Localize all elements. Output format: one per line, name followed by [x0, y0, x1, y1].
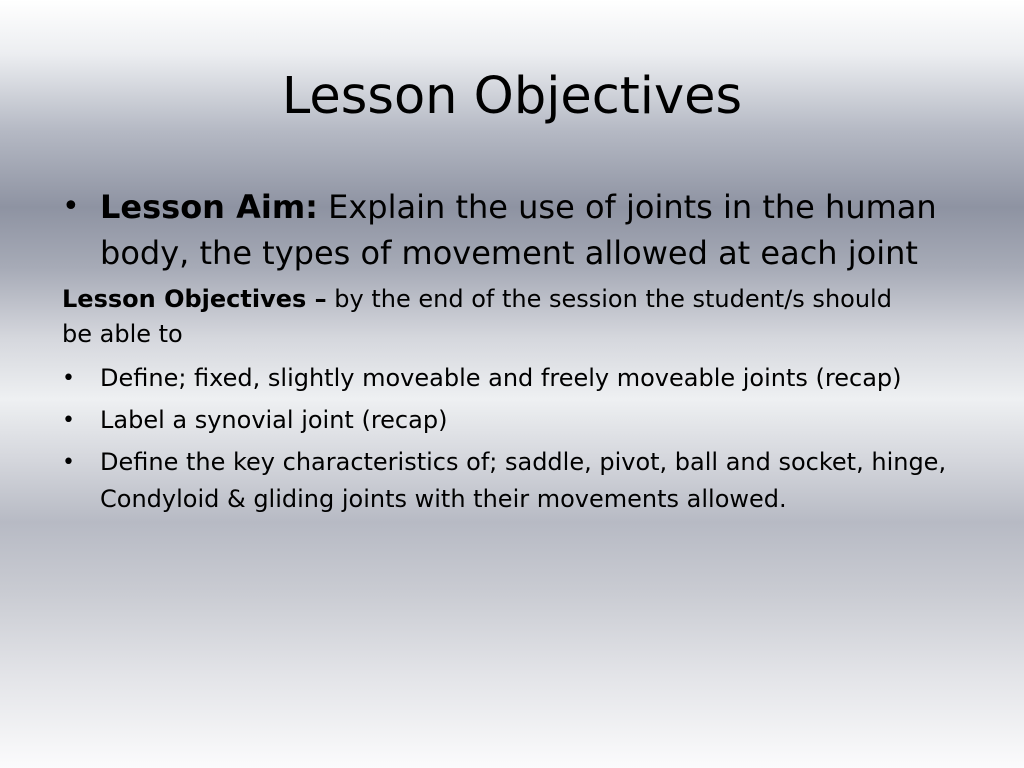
lesson-objectives-text: by the end of the session the student/s should be able to — [62, 285, 892, 348]
bullet-point: • — [62, 450, 75, 475]
objective-text: Label a synovial joint (recap) — [100, 406, 448, 434]
objective-item — [62, 360, 960, 397]
lesson-aim-text: Explain the use of joints in the human body, the types of movement allowed at each joint — [100, 188, 937, 272]
objective-item — [62, 444, 960, 518]
bullet-point: • — [62, 189, 80, 224]
lesson-objectives-intro — [62, 282, 922, 352]
slide-title: Lesson Objectives — [281, 67, 743, 126]
objective-item — [62, 402, 960, 439]
bullet-point: • — [62, 408, 75, 433]
objective-text: Define; fixed, slightly moveable and freely moveable joints (recap) — [100, 364, 902, 392]
lesson-aim-label: Lesson Aim: — [100, 188, 318, 226]
objectives-list — [62, 360, 962, 518]
objective-text: Define the key characteristics of; saddle, pivot, ball and socket, hinge, Condyloid & gliding joints with their movements allowed. — [100, 448, 947, 513]
lesson-aim-item — [62, 184, 962, 276]
bullet-point: • — [62, 366, 75, 391]
lesson-objectives-label: Lesson Objectives – — [62, 285, 327, 313]
slide-content — [62, 184, 962, 523]
